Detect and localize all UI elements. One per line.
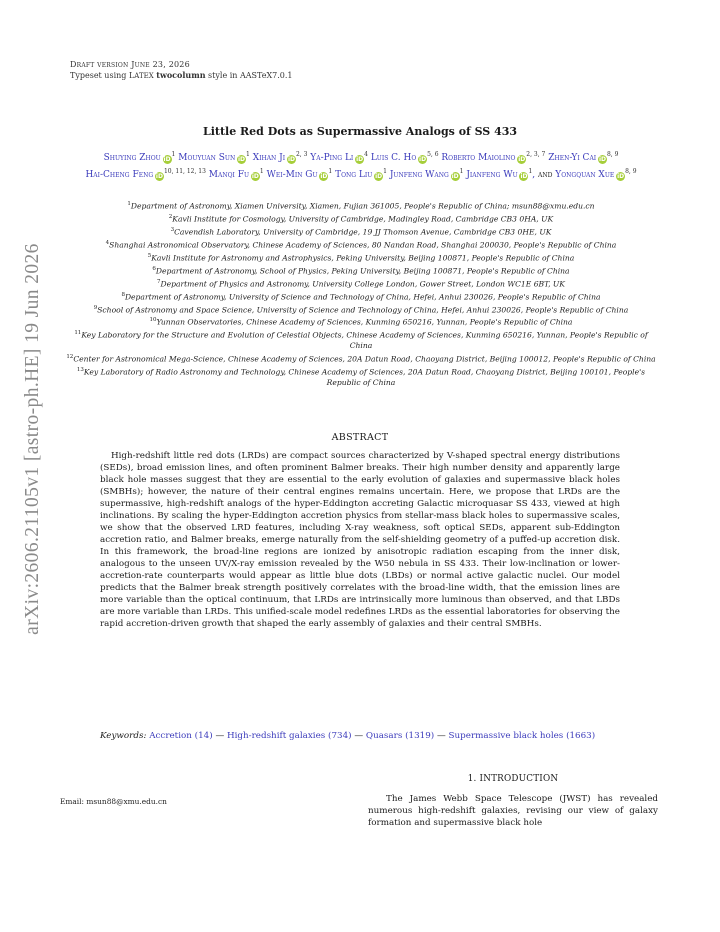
author[interactable] — [253, 153, 308, 163]
orcid-icon[interactable]: iD — [155, 173, 163, 180]
orcid-icon[interactable]: iD — [237, 156, 246, 163]
section-heading-introduction: 1. INTRODUCTION — [467, 774, 559, 784]
keyword-link[interactable]: Supermassive black holes (1663) — [448, 731, 596, 741]
author[interactable] — [548, 153, 618, 163]
author-affiliation-marker: 1 — [328, 168, 333, 175]
keyword-link[interactable]: High-redshift galaxies (734) — [226, 731, 352, 741]
affiliation-text: Department of Astronomy, University of Science and Technology of China, Hefei, Anhui 230026, People's Republic of China — [124, 292, 601, 302]
affiliation-text: School of Astronomy and Space Science, University of Science and Technology of China, Hefei, Anhui 230026, People's Republic of China — [97, 305, 629, 315]
orcid-icon[interactable]: iD — [617, 173, 625, 180]
affiliation — [62, 315, 660, 328]
author-affiliation-marker: 8, 9 — [606, 151, 619, 158]
affiliation-number: 10 — [149, 317, 157, 324]
orcid-icon[interactable]: iD — [598, 156, 606, 163]
author-affiliation-marker: 1 — [528, 168, 533, 175]
affiliation-number: 4 — [105, 239, 110, 246]
affiliation-text: Key Laboratory for the Structure and Evolution of Celestial Objects, Chinese Academy of Sciences, Kunming 650216, Yunnan, People's Republic of China — [81, 330, 648, 351]
author-name: Junfeng Wang — [389, 170, 449, 180]
author-affiliation-marker: 10, 11, 12, 13 — [163, 168, 206, 175]
orcid-icon[interactable]: iD — [375, 173, 383, 180]
paper-title: Little Red Dots as Supermassive Analogs of SS 433 — [202, 125, 518, 138]
affiliation-text: Kavli Institute for Cosmology, University of Cambridge, Madingley Road, Cambridge CB3 0HA, UK — [172, 214, 554, 224]
author[interactable] — [371, 153, 439, 163]
affiliation-text: Yunnan Observatories, Chinese Academy of Sciences, Kunming 650216, Yunnan, People's Republic of China — [156, 317, 573, 327]
affiliation-number: 2 — [168, 213, 173, 220]
author[interactable] — [85, 170, 205, 180]
affiliation-number: 6 — [152, 265, 156, 272]
affiliation-text: Department of Astronomy, School of Physics, Peking University, Beijing 100871, People's Republic of China — [155, 266, 570, 276]
author-name: Yongquan Xue — [555, 170, 615, 180]
arxiv-identifier: arXiv:2606.21105v1 [astro-ph.HE] 19 Jun 2026 — [22, 243, 43, 635]
orcid-icon[interactable]: iD — [518, 156, 526, 163]
author-affiliation-marker: 5, 6 — [427, 151, 439, 158]
orcid-icon[interactable]: iD — [419, 156, 427, 163]
corresponding-email: Email: msun88@xmu.edu.cn — [60, 797, 167, 806]
affiliation-number: 1 — [127, 201, 131, 207]
affiliation — [62, 290, 660, 303]
author[interactable] — [335, 170, 387, 180]
author-affiliation-marker: 1 — [383, 168, 387, 175]
author-affiliation-marker: 1 — [171, 151, 176, 158]
abstract-heading: ABSTRACT — [331, 432, 389, 443]
author-affiliation-marker: 1 — [246, 151, 250, 158]
orcid-icon[interactable]: iD — [251, 173, 259, 180]
author-name: Hai-Cheng Feng — [85, 170, 154, 180]
author[interactable] — [104, 153, 176, 163]
author-affiliation-marker: 4 — [364, 151, 368, 158]
author[interactable] — [178, 153, 250, 163]
author-name: Zhen-Yi Cai — [548, 153, 597, 163]
typeset-line: Typeset using LATEX twocolumn style in AASTeX7.0.1 — [70, 70, 293, 80]
author[interactable] — [466, 170, 532, 180]
draft-version: Draft version June 23, 2026 — [70, 60, 190, 69]
affiliation-number: 7 — [157, 278, 161, 285]
author[interactable] — [267, 170, 333, 180]
author[interactable] — [310, 153, 368, 163]
keyword-separator: — — [212, 731, 227, 741]
affiliation-number: 13 — [76, 366, 84, 373]
keywords — [100, 730, 620, 742]
affiliation — [62, 352, 660, 365]
author-affiliation-marker: 2, 3, 7 — [526, 151, 546, 158]
author-name: Roberto Maiolino — [441, 153, 516, 163]
affiliation — [62, 199, 660, 212]
affiliation — [62, 238, 660, 251]
affiliation-number: 9 — [93, 304, 98, 311]
keyword-link[interactable]: Quasars (1319) — [365, 731, 435, 741]
affiliation-text: Department of Physics and Astronomy, University College London, Gower Street, London WC1E 6BT, UK — [160, 279, 565, 289]
author-name: Tong Liu — [335, 170, 373, 180]
affiliation-number: 8 — [121, 291, 125, 298]
affiliation-text: Center for Astronomical Mega-Science, Chinese Academy of Sciences, 20A Datun Road, Chaoyang District, Beijing 100012, People's Republic of China — [73, 354, 656, 364]
affiliation — [62, 365, 660, 388]
orcid-icon[interactable]: iD — [356, 156, 364, 163]
affiliation-text: Key Laboratory of Radio Astronomy and Technology, Chinese Academy of Sciences, 20A Datun Road, Chaoyang District, Beijing 100101, People's Republic of China — [83, 367, 646, 387]
author-affiliation-marker: 8, 9 — [625, 168, 637, 175]
author-name: Wei-Min Gu — [266, 170, 318, 180]
orcid-icon[interactable]: iD — [320, 173, 328, 180]
affiliation — [62, 212, 660, 225]
and-word: and — [538, 170, 556, 180]
author[interactable] — [209, 170, 264, 180]
affiliation — [62, 277, 660, 290]
author-name: Mouyuan Sun — [178, 153, 236, 163]
affiliation-text: Department of Astronomy, Xiamen University, Xiamen, Fujian 361005, People's Republic of China; msun88@xmu.edu.cn — [130, 201, 595, 211]
affiliation — [62, 251, 660, 264]
author[interactable] — [441, 153, 545, 163]
author[interactable] — [555, 170, 636, 180]
author-list: Shuying Zhou $iD^1$ Mouyuan Sun $iD^1$ Xihan Ji iD$^{2, 3}$ Ya-Ping Li $iD^4$ Luis C. Ho iD$^{5, 6}$ Roberto Maiolino iD$^{2, 3, 7}$ Zhen-Yi Cai iD$^{8, 9}$ Hai-Cheng Feng iD$^{10, 11, 12, 13}$ Manqi Fu $iD^1$ Wei-Min Gu $iD^1$ Tong Liu $iD^1$ Junfeng Wang $iD^1$ Jianfeng Wu $iD^1$, and Yongquan Xue iD$^{8, 9}$ — [85, 151, 637, 180]
draft-header — [70, 60, 293, 81]
author-name: Shuying Zhou — [103, 153, 161, 163]
author-name: Luis C. Ho — [370, 153, 417, 163]
keywords-list — [149, 731, 595, 741]
keyword-separator: — — [434, 731, 449, 741]
affiliation-number: 12 — [66, 353, 74, 360]
orcid-icon[interactable]: iD — [451, 173, 459, 180]
keyword-link[interactable]: Accretion (14) — [149, 731, 213, 741]
author-name: Manqi Fu — [208, 170, 250, 180]
affiliation-number: 5 — [147, 252, 152, 259]
affiliation — [62, 225, 660, 238]
affiliation-number: 3 — [170, 226, 175, 233]
author-affiliation-marker: 1 — [459, 168, 464, 175]
affiliation-text: Cavendish Laboratory, University of Cambridge, 19 JJ Thomson Avenue, Cambridge CB3 0HE, UK — [174, 227, 552, 237]
affiliation-text: Shanghai Astronomical Observatory, Chinese Academy of Sciences, 80 Nandan Road, Shanghai 200030, People's Republic of China — [109, 240, 617, 250]
orcid-icon[interactable]: iD — [163, 156, 171, 163]
author-affiliation-marker: 1 — [259, 168, 264, 175]
author-name: Jianfeng Wu — [466, 170, 518, 180]
orcid-icon[interactable]: iD — [520, 173, 528, 180]
affiliation — [62, 264, 660, 277]
affiliation-text: Kavli Institute for Astronomy and Astrophysics, Peking University, Beijing 100871, People's Republic of China — [151, 253, 575, 263]
author[interactable] — [390, 170, 464, 180]
affiliation — [62, 328, 660, 351]
author-affiliation-marker: 2, 3 — [295, 151, 308, 158]
author-name: Ya-Ping Li — [310, 153, 354, 163]
orcid-icon[interactable]: iD — [287, 156, 295, 163]
abstract-body: High-redshift little red dots (LRDs) are compact sources characterized by V-shaped spectral energy distributions (SEDs), broad emission lines, and often prominent Balmer breaks. Their high number density and apparently large black hole masses suggest that they are essential to the early evolution of galaxies and supermassive black holes (SMBHs); however, the nature of their central engines remains uncertain. Here, we propose that LRDs are the supermassive, high-redshift analogs of the hyper-Eddington accreting Galactic microquasar SS 433, viewed at high inclinations. By scaling the hyper-Eddington accretion physics from stellar-mass black holes to supermassive scales, we show that the observed LRD features, including X-ray weakness, soft optical SEDs, apparent sub-Eddington accretion ratio, and Balmer breaks, emerge naturally from the self-shielding geometry of a puffed-up accretion disk. In this framework, the broad-line regions are ionized by anisotropic radiation escaping from the inner disk, analogous to the unseen UV/X-ray emission revealed by the W50 nebula in SS 433. Their low-inclination or lower-accretion-rate counterparts would appear as little blue dots (LBDs) or normal active galactic nuclei. Our model predicts that the Balmer break strength positively correlates with the broad-line width, that the emission lines are more variable than the optical continuum, that LRDs are intrinsically more luminous than observed, and that LBDs are more variable than LRDs. This unified-scale model redefines LRDs as the essential laboratories for observing the rapid accretion-driven growth that shaped the early assembly of galaxies and their central SMBHs. — [100, 451, 620, 629]
affiliation-number: 11 — [74, 330, 82, 337]
keywords-label: Keywords: — [100, 731, 147, 741]
affiliation-list — [62, 199, 660, 388]
keyword-separator: — — [351, 731, 366, 741]
introduction-text: The James Webb Space Telescope (JWST) has revealed numerous high-redshift galaxies, revising our view of galaxy formation and supermassive black hole — [368, 794, 658, 828]
affiliation — [62, 303, 660, 316]
latex-logo: ATEX — [134, 72, 154, 80]
author-name: Xihan Ji — [252, 153, 286, 163]
